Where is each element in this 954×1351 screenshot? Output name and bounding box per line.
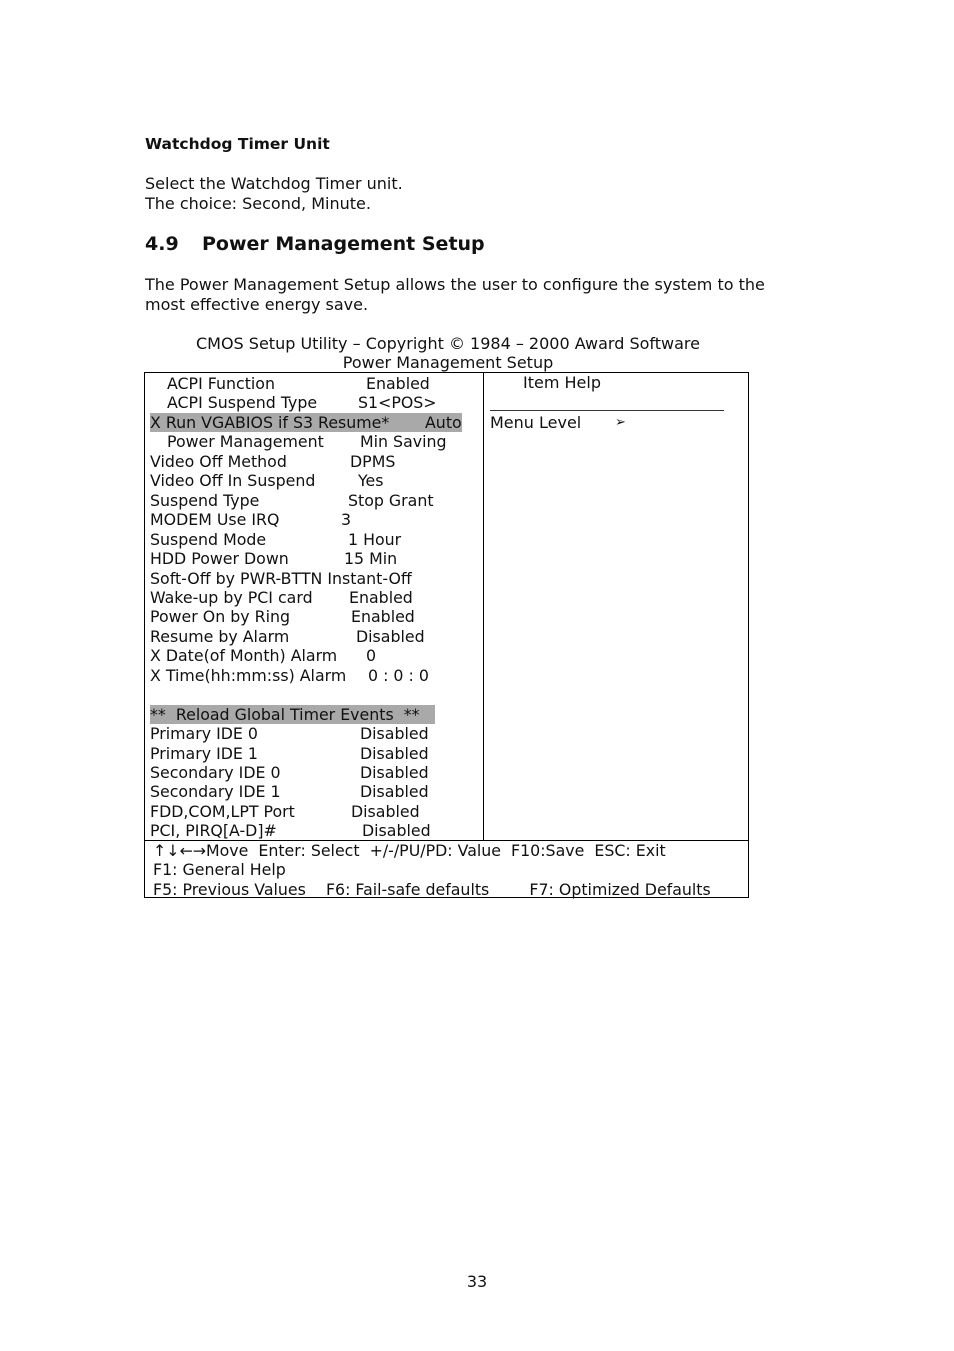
setting-label: Secondary IDE 1 [150, 782, 281, 802]
setting-value[interactable]: DPMS [350, 451, 396, 471]
setting-label: Power On by Ring [150, 607, 291, 627]
setting-label: Resume by Alarm [150, 626, 290, 646]
setting-row[interactable] [145, 374, 483, 394]
bios-caption-copyright: CMOS Setup Utility – Copyright © 1984 – 2000 Award Software [195, 334, 700, 353]
setting-row[interactable] [145, 744, 483, 764]
setting-row[interactable] [145, 782, 483, 802]
setting-label: ** Reload Global Timer Events ** [150, 704, 420, 724]
menu-level-arrow-icon: ➢ [615, 415, 626, 430]
setting-value[interactable]: Disabled [360, 763, 429, 782]
page-number: 33 [466, 1272, 488, 1291]
footer-keys-line3: F5: Previous Values F6: Fail-safe defaults F7: Optimized Defaults [153, 880, 711, 899]
setting-row[interactable] [145, 510, 483, 530]
setting-row[interactable] [145, 530, 483, 550]
setting-label: Primary IDE 0 [150, 724, 258, 744]
section-title: Power Management Setup [202, 233, 485, 255]
setting-row[interactable] [145, 393, 483, 413]
setting-value[interactable]: Disabled [360, 782, 429, 802]
setting-row[interactable] [145, 802, 483, 822]
setting-value[interactable]: Enabled [351, 607, 415, 627]
setting-label: Secondary IDE 0 [150, 763, 281, 782]
setting-label: Suspend Mode [150, 529, 267, 549]
setting-value[interactable]: Stop Grant [348, 490, 434, 510]
setting-row[interactable] [145, 452, 483, 472]
setting-value[interactable]: Auto [425, 412, 462, 432]
setting-label: MODEM Use IRQ [150, 510, 280, 530]
watchdog-desc-line2: The choice: Second, Minute. [145, 194, 371, 213]
setting-row[interactable] [145, 821, 483, 841]
setting-label: Suspend Type [150, 490, 260, 510]
section-intro-line2: most effective energy save. [145, 295, 369, 314]
setting-row[interactable] [145, 413, 483, 433]
setting-label: PCI, PIRQ[A-D]# [150, 821, 277, 841]
setting-value[interactable]: Yes [358, 471, 384, 491]
setting-row[interactable] [145, 666, 483, 686]
bios-screen [144, 372, 749, 898]
setting-value[interactable]: Disabled [362, 821, 431, 841]
setting-row[interactable] [145, 588, 483, 608]
setting-row[interactable] [145, 724, 483, 744]
setting-value[interactable]: 15 Min [344, 549, 398, 569]
footer-keys-line1: ↑↓←→Move Enter: Select +/-/PU/PD: Value F10:Save ESC: Exit [153, 841, 666, 860]
panel-divider [483, 373, 484, 841]
setting-value[interactable]: 3 [341, 510, 352, 530]
setting-value[interactable]: 1 Hour [348, 529, 402, 549]
setting-label: HDD Power Down [150, 549, 289, 569]
setting-label: FDD,COM,LPT Port [150, 801, 295, 821]
setting-row[interactable] [145, 491, 483, 511]
setting-row[interactable] [145, 627, 483, 647]
item-help-rule [490, 410, 724, 411]
setting-value[interactable]: Enabled [349, 587, 413, 607]
setting-row[interactable] [145, 569, 483, 589]
watchdog-heading: Watchdog Timer Unit [145, 135, 330, 153]
setting-row[interactable] [145, 763, 483, 783]
setting-value[interactable]: Disabled [360, 724, 429, 744]
setting-label: Video Off Method [150, 451, 287, 471]
setting-row[interactable] [145, 432, 483, 452]
setting-label: Power Management [167, 432, 324, 452]
section-number: 4.9 [145, 233, 179, 255]
setting-row[interactable] [145, 646, 483, 666]
setting-value[interactable]: S1<POS> [358, 393, 437, 413]
menu-level-label: Menu Level [490, 413, 582, 432]
setting-label: Primary IDE 1 [150, 743, 258, 763]
setting-label: Wake-up by PCI card [150, 587, 313, 607]
item-help-title: Item Help [523, 373, 601, 392]
setting-value[interactable]: Disabled [356, 626, 425, 646]
setting-row[interactable] [145, 471, 483, 491]
setting-row[interactable] [145, 705, 483, 725]
setting-row[interactable] [145, 549, 483, 569]
setting-label: Video Off In Suspend [150, 471, 316, 491]
setting-label: X Run VGABIOS if S3 Resume* [150, 412, 390, 432]
watchdog-desc-line1: Select the Watchdog Timer unit. [145, 174, 403, 193]
setting-value[interactable]: 0 : 0 : 0 [368, 665, 429, 685]
setting-label: ACPI Suspend Type [167, 393, 318, 413]
bios-caption-title: Power Management Setup [342, 353, 554, 372]
footer-keys-line2: F1: General Help [153, 860, 286, 879]
setting-value[interactable]: Instant-Off [327, 568, 412, 588]
setting-label: ACPI Function [167, 374, 275, 393]
setting-label: X Time(hh:mm:ss) Alarm [150, 665, 347, 685]
section-intro-line1: The Power Management Setup allows the user to configure the system to the [145, 275, 765, 294]
setting-label: X Date(of Month) Alarm [150, 646, 338, 666]
section-heading [145, 233, 485, 255]
setting-value[interactable]: 0 [366, 646, 377, 666]
setting-value[interactable]: Enabled [366, 374, 430, 393]
setting-value[interactable]: Min Saving [360, 432, 447, 452]
setting-label: Soft-Off by PWR-BTTN [150, 568, 323, 588]
setting-row[interactable] [145, 607, 483, 627]
setting-value[interactable]: Disabled [360, 743, 429, 763]
setting-value[interactable]: Disabled [351, 801, 420, 821]
